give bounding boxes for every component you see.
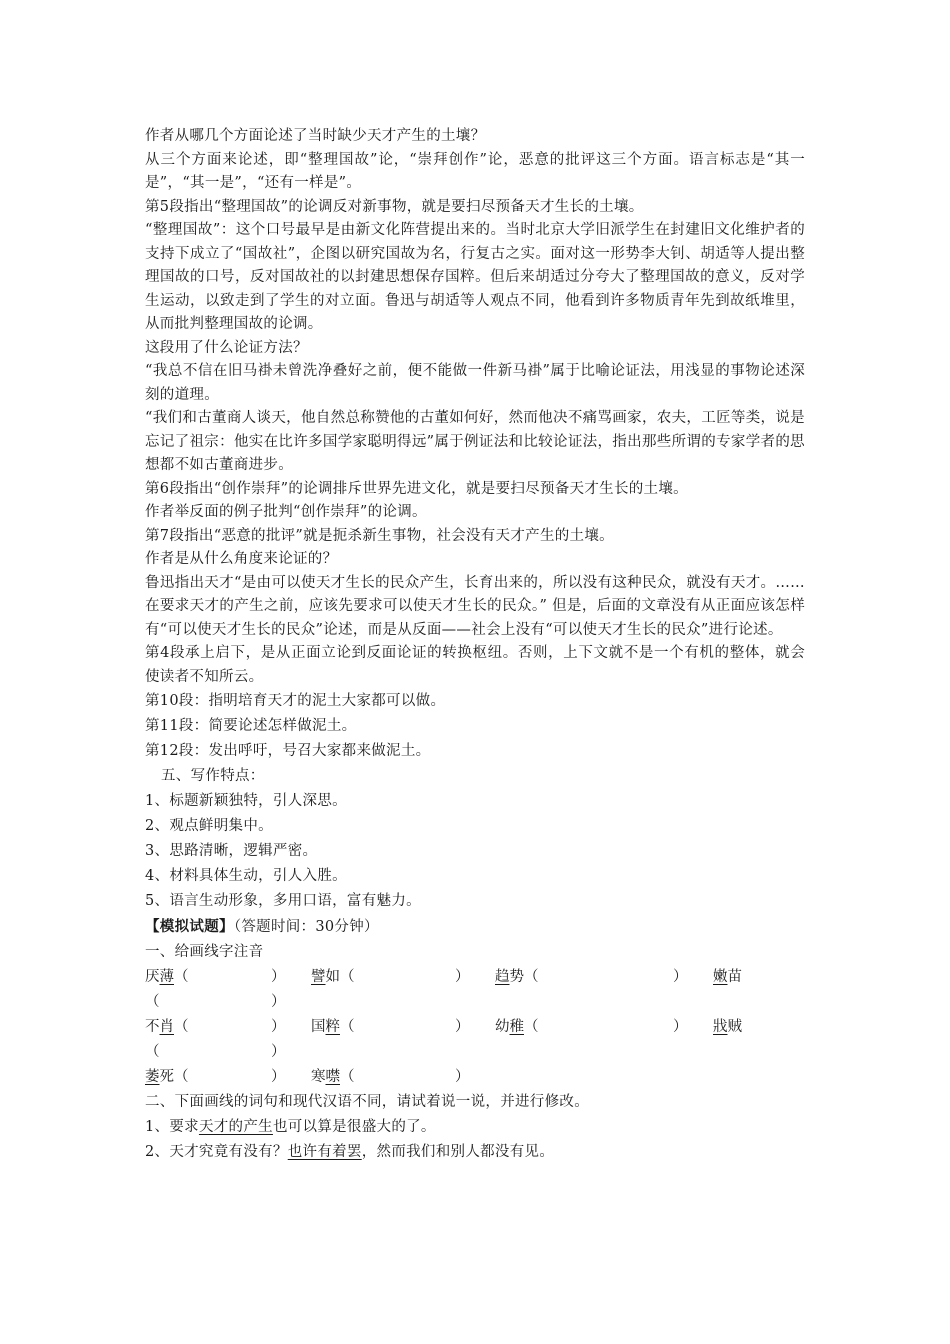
exam-section-title: 一、给画线字注音 xyxy=(145,944,264,960)
paragraph: 这段用了什么论证方法？ xyxy=(145,339,308,356)
pinyin-bracket-close: ） xyxy=(455,969,470,985)
list-item: 3、思路清晰，逻辑严密。 xyxy=(145,843,318,859)
pinyin-row xyxy=(145,965,805,990)
pinyin-bracket-open: （ xyxy=(145,994,160,1010)
exam-time-note: （答题时间：30分钟） xyxy=(233,919,379,935)
paragraph: “整理国故”：这个口号最早是由新文化阵营提出来的。当时北京大学旧派学生在封建旧文化维护者的支持下成立了“国故社”，企图以研究国故为名，行复古之实。面对这一形势李大钊、胡适等人提出整理国故的口号，反对国故社的以封建思想保存国粹。但后来胡适过分夸大了整理国故的意义，反对学生运动，以致走到了学生的对立面。鲁迅与胡适等人观点不同，他看到许多物质青年先到故纸堆里，从而批判整理国故的论调。 xyxy=(145,222,805,332)
exam-section-title: 二、下面画线的词句和现代汉语不同，请试着说一说，并进行修改。 xyxy=(145,1094,589,1110)
list-item: 1、标题新颖独特，引人深思。 xyxy=(145,793,347,809)
pinyin-bracket-close: ） xyxy=(455,1069,470,1085)
pinyin-item: 不肖（ xyxy=(145,1019,189,1035)
document-page xyxy=(145,125,805,1165)
pinyin-row xyxy=(145,1040,805,1065)
section-heading: 五、写作特点： xyxy=(161,768,265,784)
pinyin-item: 趋势（ xyxy=(495,969,539,985)
paragraph: 作者从哪几个方面论述了当时缺少天才产生的土壤？ xyxy=(145,128,486,144)
paragraph: 作者举反面的例子批判“创作崇拜”的论调。 xyxy=(145,504,427,520)
exam-question: 2、天才究竟有没有？也许有着罢，然而我们和别人都没有见。 xyxy=(145,1144,555,1160)
paragraph: 第5段指出“整理国故”的论调反对新事物，就是要扫尽预备天才生长的土壤。 xyxy=(145,198,644,215)
pinyin-bracket-close: ） xyxy=(271,1019,286,1035)
pinyin-bracket-close: ） xyxy=(455,1019,470,1035)
pinyin-bracket-close: ） xyxy=(271,1069,286,1085)
exam-header xyxy=(145,914,805,940)
paragraph: “我们和古董商人谈天，他自然总称赞他的古董如何好，然而他决不痛骂画家，农夫，工匠等类，说是忘记了祖宗：他实在比许多国学家聪明得远”属于例证法和比较论证法，指出那些所谓的专家学者的思想都不如古董商进步。 xyxy=(145,410,805,473)
paragraph: 第11段：简要论述怎样做泥土。 xyxy=(145,718,357,734)
paragraph: 第4段承上启下，是从正面立论到反面论证的转换枢纽。否则，上下文就不是一个有机的整体，就会使读者不知所云。 xyxy=(145,645,805,685)
pinyin-item: 戕贼 xyxy=(713,1019,742,1035)
pinyin-item: 譬如（ xyxy=(311,969,355,985)
pinyin-bracket-open: （ xyxy=(145,1044,160,1060)
pinyin-item: 寒噤（ xyxy=(311,1069,355,1085)
pinyin-row xyxy=(145,990,805,1015)
pinyin-item: 厌薄（ xyxy=(145,969,189,985)
pinyin-row xyxy=(145,1065,805,1090)
pinyin-bracket-close: ） xyxy=(673,969,688,985)
paragraph: 作者是从什么角度来论证的？ xyxy=(145,551,338,567)
pinyin-bracket-close: ） xyxy=(673,1019,688,1035)
pinyin-item: 嫩苗 xyxy=(713,969,742,985)
list-item: 5、语言生动形象，多用口语，富有魅力。 xyxy=(145,893,421,909)
exam-title: 【模拟试题】 xyxy=(145,918,234,935)
paragraph: “我总不信在旧马褂未曾洗净叠好之前，便不能做一件新马褂”属于比喻论证法，用浅显的事物论述深刻的道理。 xyxy=(145,363,805,403)
pinyin-item: 国粹（ xyxy=(311,1019,355,1035)
list-item: 4、材料具体生动，引人入胜。 xyxy=(145,868,347,884)
list-item: 2、观点鲜明集中。 xyxy=(145,818,273,834)
pinyin-item: 幼稚（ xyxy=(495,1019,539,1035)
pinyin-row xyxy=(145,1015,805,1040)
paragraph: 从三个方面来论述，即“整理国故”论，“崇拜创作”论，恶意的批评这三个方面。语言标志是“其一是”，“其一是”，“还有一样是”。 xyxy=(145,151,805,191)
pinyin-item: 萎死（ xyxy=(145,1069,189,1085)
paragraph: 第12段：发出呼吁，号召大家都来做泥土。 xyxy=(145,743,431,759)
paragraph: 第7段指出“恶意的批评”就是扼杀新生事物，社会没有天才产生的土壤。 xyxy=(145,527,614,544)
paragraph: 鲁迅指出天才“是由可以使天才生长的民众产生，长育出来的，所以没有这种民众，就没有天才。……在要求天才的产生之前，应该先要求可以使天才生长的民众。” 但是，后面的文章没有从正面应该怎样有“可以使天才生长的民众”论述，而是从反面——社会上没有“可以使天才生长的民众”进行论述。 xyxy=(145,574,805,638)
pinyin-bracket-close: ） xyxy=(271,1044,286,1060)
exam-question: 1、要求天才的产生也可以算是很盛大的了。 xyxy=(145,1119,436,1135)
pinyin-bracket-close: ） xyxy=(271,994,286,1010)
paragraph: 第10段：指明培育天才的泥土大家都可以做。 xyxy=(145,693,446,709)
paragraph: 第6段指出“创作崇拜”的论调排斥世界先进文化，就是要扫尽预备天才生长的土壤。 xyxy=(145,480,688,497)
pinyin-bracket-close: ） xyxy=(271,969,286,985)
